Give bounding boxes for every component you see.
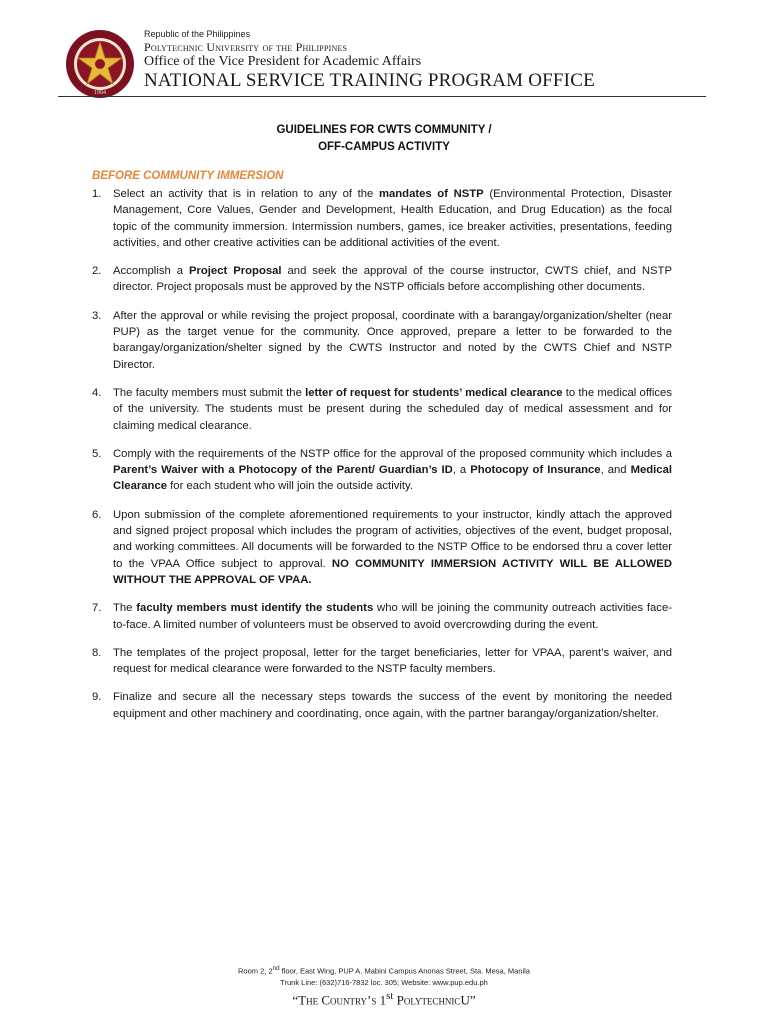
office-name: Office of the Vice President for Academic Affairs [144,54,422,69]
letterhead [64,22,724,98]
footer-contact: Trunk Line: (632)716-7832 loc. 305; Website: www.pup.edu.ph [280,977,488,987]
list-item: 2. Accomplish a Project Proposal and seek the approval of the course instructor, CWTS chief, and NSTP director. Project proposals must be approved by the NSTP officials before accomplishing other documents. [92,265,672,294]
list-item: 5. Comply with the requirements of the NSTP office for the approval of the proposed community which includes a Parent’s Waiver with a Photocopy of the Parent/ Guardian’s ID, a Photocopy of Insurance, and Medical Clearance for each student who will join the outside activity. [92,447,672,493]
university-seal-icon [64,28,136,100]
title-line-2: OFF-CAMPUS ACTIVITY [318,141,450,153]
republic-label: Republic of the Philippines [144,29,251,39]
list-item: 4. The faculty members must submit the letter of request for students’ medical clearance to the medical offices of the university. The students must be present during the scheduled day of medical assessment and for claiming medical clearance. [92,386,672,432]
seal-year: 1904 [94,90,106,96]
list-item: 3. After the approval or while revising the project proposal, coordinate with a barangay/organization/shelter (near PUP) as the target venue for the community. Once approved, prepare a letter to be forwarded to the barangay/organization/shelter signed by the CWTS Instructor and noted by the CWTS Chief and NSTP Director. [92,309,672,371]
footer-slogan: “The Country’s 1st PolytechnicU” [292,989,476,1007]
document-title [0,122,768,156]
title-line-1: GUIDELINES FOR CWTS COMMUNITY / [276,124,492,136]
guidelines-list [92,186,672,734]
section-heading: BEFORE COMMUNITY IMMERSION [92,170,284,182]
list-item: 8. The templates of the project proposal, letter for the target beneficiaries, letter for VPAA, parent’s waiver, and request for medical clearance were forwarded to the NSTP faculty members. [92,646,672,676]
university-name: Polytechnic University of the Philippines [144,40,348,54]
list-item: 1. Select an activity that is in relation to any of the mandates of NSTP (Environmental Protection, Disaster Management, Core Values, Gender and Development, Health Education, and Drug Education) as the focal topic of the community immersion. Intermission numbers, games, ice breaker activities, presentations, feeding activities, and other creative activities can be additional activities of the event. [92,188,672,249]
list-item: 7. The faculty members must identify the students who will be joining the community outreach activities face-to-face. A limited number of volunteers must be observed to avoid overcrowding during the event. [92,602,672,631]
footer [0,963,768,1008]
footer-address: Room 2, 2nd floor, East Wing, PUP A. Mabini Campus Anonas Street, Sta. Mesa, Manila [238,965,530,976]
list-item: 9. Finalize and secure all the necessary steps towards the success of the event by monitoring the needed equipment and other machinery and coordinating, once again, with the partner barangay/organization/shelter. [92,691,672,720]
list-item: 6. Upon submission of the complete aforementioned requirements to your instructor, kindly attach the approved and signed project proposal which includes the program of activities, objectives of the event, budget proposal, and working committees. All documents will be forwarded to the NSTP Office to be endorsed thru a cover letter to the VPAA Office subject to approval. NO COMMUNITY IMMERSION ACTIVITY WILL BE ALLOWED WITHOUT THE APPROVAL OF VPAA. [92,508,672,586]
header-divider [58,96,706,97]
program-office-name: NATIONAL SERVICE TRAINING PROGRAM OFFICE [144,70,595,91]
